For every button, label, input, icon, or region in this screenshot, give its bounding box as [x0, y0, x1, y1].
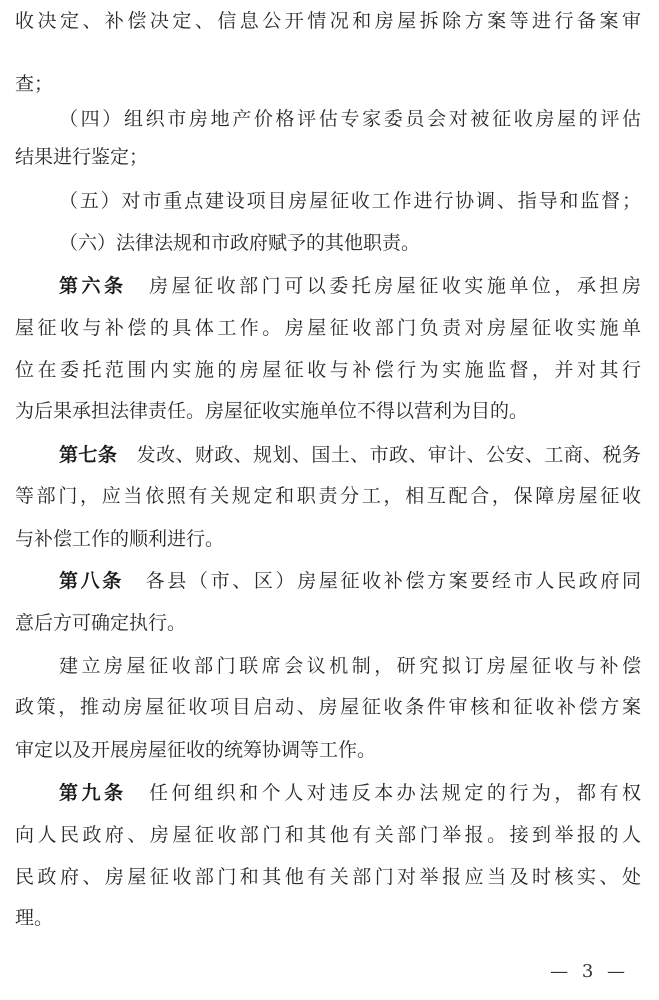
line-text: 收决定、补偿决定、信息公开情况和房屋拆除方案等进行备案审 [15, 10, 641, 32]
line-text: 向人民政府、房屋征收部门和其他有关部门举报。接到举报的人 [15, 824, 641, 846]
line-text: 发改、财政、规划、国土、市政、审计、公安、工商、税务 [136, 444, 641, 466]
article-9-label: 第九条 [59, 782, 127, 804]
line-text: 意后方可确定执行。 [15, 612, 187, 634]
text-line [0, 352, 659, 388]
line-text: 各县（市、区）房屋征收补偿方案要经市人民政府同 [145, 570, 641, 592]
line-text: （六）法律法规和市政府赋予的其他职责。 [59, 232, 421, 254]
text-line [0, 732, 659, 768]
text-line [0, 225, 659, 261]
article-7-line [0, 437, 659, 473]
line-text: 结果进行鉴定； [15, 146, 149, 168]
line-text: 审定以及开展房屋征收的统筹协调等工作。 [15, 739, 377, 761]
line-text: 位在委托范围内实施的房屋征收与补偿行为实施监督，并对其行 [15, 359, 641, 381]
line-text: 等部门，应当依照有关规定和职责分工，相互配合，保障房屋征收 [15, 485, 641, 507]
article-6-label: 第六条 [59, 275, 127, 297]
article-6-line [0, 268, 659, 304]
article-8-line [0, 563, 659, 599]
text-line [0, 605, 659, 641]
line-text: 与补偿工作的顺利进行。 [15, 528, 225, 550]
article-9-line [0, 775, 659, 811]
text-line [0, 139, 659, 175]
text-line [0, 3, 659, 39]
text-line [0, 393, 659, 429]
article-8-label: 第八条 [59, 570, 124, 592]
line-text: （五）对市重点建设项目房屋征收工作进行协调、指导和监督； [59, 190, 641, 212]
text-line [0, 66, 659, 102]
page-number: — 3 — [550, 961, 629, 982]
text-line [0, 521, 659, 557]
text-line [0, 689, 659, 725]
text-line [0, 310, 659, 346]
line-text: （四）组织市房地产价格评估专家委员会对被征收房屋的评估 [59, 108, 641, 130]
line-text: 理。 [15, 907, 54, 929]
text-line [0, 183, 659, 219]
text-line [0, 648, 659, 684]
article-7-label: 第七条 [59, 444, 118, 466]
text-line [0, 859, 659, 895]
text-line [0, 900, 659, 936]
text-line [0, 101, 659, 137]
line-text: 屋征收与补偿的具体工作。房屋征收部门负责对房屋征收实施单 [15, 317, 641, 339]
line-text: 为后果承担法律责任。房屋征收实施单位不得以营利为目的。 [15, 400, 529, 422]
text-line [0, 478, 659, 514]
line-text: 房屋征收部门可以委托房屋征收实施单位，承担房 [149, 275, 641, 297]
line-text: 建立房屋征收部门联席会议机制，研究拟订房屋征收与补偿 [59, 655, 641, 677]
line-text: 政策，推动房屋征收项目启动、房屋征收条件审核和征收补偿方案 [15, 696, 641, 718]
line-text: 查； [15, 73, 54, 95]
text-line [0, 817, 659, 853]
line-text: 任何组织和个人对违反本办法规定的行为，都有权 [149, 782, 641, 804]
line-text: 民政府、房屋征收部门和其他有关部门对举报应当及时核实、处 [15, 866, 641, 888]
